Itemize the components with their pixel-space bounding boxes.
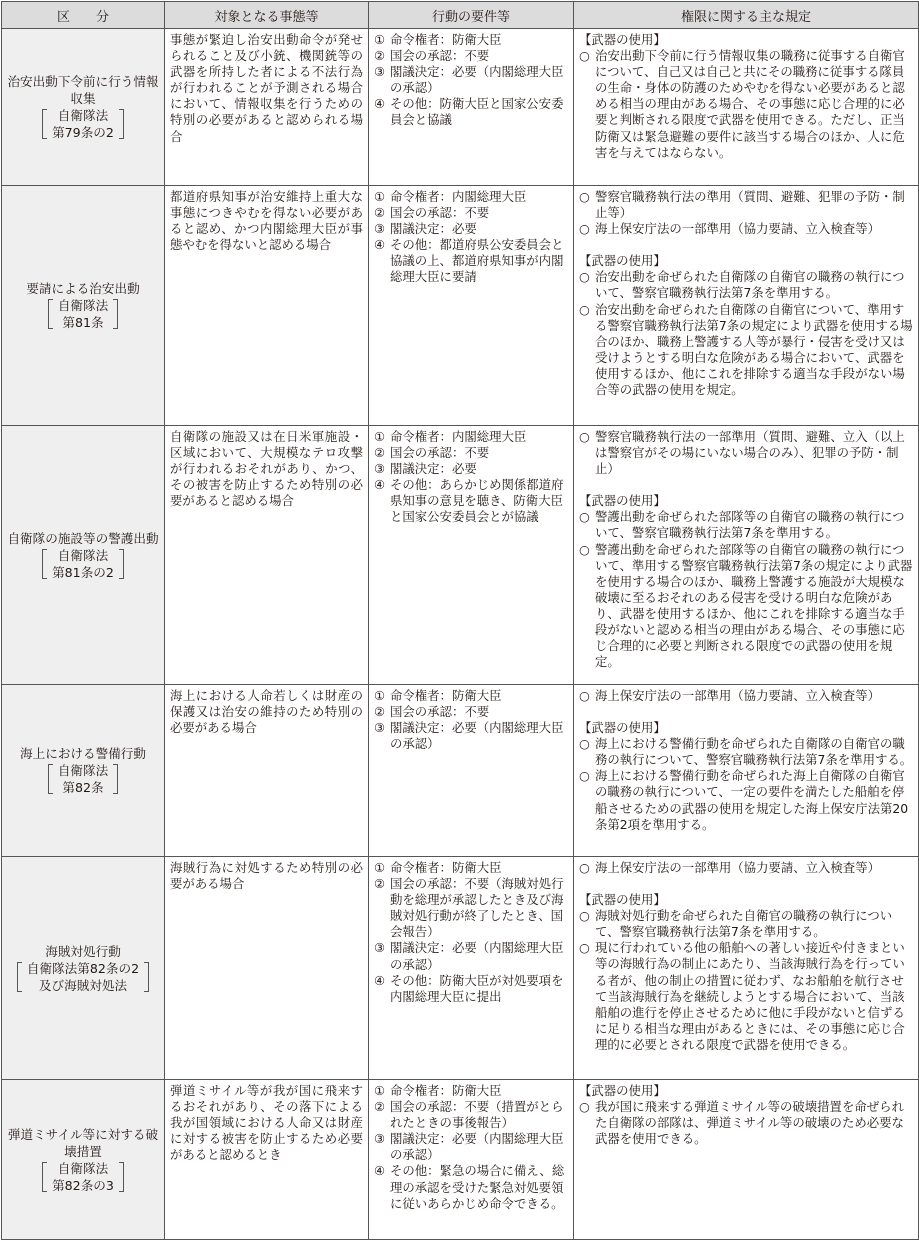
category-name: 海賊対処行動 xyxy=(45,943,121,959)
law-line: 第81条 xyxy=(62,315,104,330)
table-row xyxy=(2,857,919,1080)
requirement-text: 命令権者：防衛大臣 xyxy=(390,1083,502,1098)
requirement-item xyxy=(374,1163,568,1211)
requirement-text: 閣議決定：必要（内閣総理大臣の承認） xyxy=(390,940,564,972)
requirement-text: その他：防衛大臣と国家公安委員会と協議 xyxy=(390,96,564,128)
condition-cell: 弾道ミサイル等が我が国に飛来するおそれがあり、その落下による我が国領域における人命又は財産に対する被害を防止するため必要があると認めるとき xyxy=(165,1080,369,1240)
requirement-text: 国会の承認：不要 xyxy=(390,205,490,221)
weapon-use-heading: 【武器の使用】 xyxy=(579,1083,666,1098)
category-cell xyxy=(2,685,165,857)
authority-text: 海上保安庁法の一部準用（協力要請、立入検査等） xyxy=(595,688,880,703)
bullet-mark: ○ xyxy=(579,269,590,285)
bullet-mark: ○ xyxy=(579,429,590,444)
authority-text: 警察官職務執行法の一部準用（質問、避難、立入（以上は警察官がその場にいない場合のみ）、犯罪の予防・制止） xyxy=(595,429,905,477)
authority-cell xyxy=(574,1080,919,1240)
authority-item xyxy=(579,269,913,301)
law-line: 及び海賊対処法 xyxy=(38,977,128,993)
requirement-text: 国会の承認：不要 xyxy=(390,445,490,461)
requirement-text: 閣議決定：必要 xyxy=(390,461,477,477)
law-line: 自衛隊法 xyxy=(57,763,109,778)
requirements-cell xyxy=(369,685,574,857)
authority-item xyxy=(579,940,913,1053)
requirement-item xyxy=(374,461,568,477)
law-line: 第82条 xyxy=(62,780,104,795)
authority-text: 警察官職務執行法の準用（質問、避難、犯罪の予防・制止等） xyxy=(595,189,905,221)
law-line: 自衛隊法 xyxy=(57,1160,109,1176)
header-target-situation: 対象となる事態等 xyxy=(165,2,369,29)
bullet-mark: ○ xyxy=(579,301,590,317)
category-cell xyxy=(2,1080,165,1240)
bullet-mark: ○ xyxy=(579,860,590,875)
requirement-item xyxy=(374,64,568,96)
requirement-number: ② xyxy=(374,704,386,720)
category-name: 弾道ミサイル等に対する破壊措置 xyxy=(7,1126,159,1159)
requirement-item xyxy=(374,221,568,237)
requirement-number: ③ xyxy=(374,940,386,956)
requirement-text: 閣議決定：必要（内閣総理大臣の承認） xyxy=(390,720,564,752)
requirement-number: ① xyxy=(374,32,386,47)
category-name: 海上における警備行動 xyxy=(20,746,146,761)
requirement-item xyxy=(374,237,568,285)
requirement-number: ② xyxy=(374,876,386,892)
authority-cell xyxy=(574,186,919,426)
requirement-number: ① xyxy=(374,429,386,444)
requirement-text: 命令権者：内閣総理大臣 xyxy=(390,429,527,444)
requirement-item xyxy=(374,973,568,1005)
weapon-use-heading: 【武器の使用】 xyxy=(579,32,666,47)
law-line: 自衛隊法 xyxy=(57,547,109,563)
requirement-number: ① xyxy=(374,860,386,875)
requirement-item xyxy=(374,445,568,461)
requirement-item xyxy=(374,32,568,48)
requirement-number: ③ xyxy=(374,461,386,477)
authority-item xyxy=(579,302,913,399)
bullet-mark: ○ xyxy=(579,688,590,703)
requirements-cell xyxy=(369,29,574,186)
requirement-text: その他：あらかじめ関係都道府県知事の意見を聴き、防衛大臣と国家公安委員会とが協議 xyxy=(390,477,564,525)
weapon-use-heading: 【武器の使用】 xyxy=(579,720,666,736)
law-line: 第81条の2 xyxy=(52,564,114,580)
condition-cell: 自衛隊の施設又は在日米軍施設・区域において、大規模なテロ攻撃が行われるおそれがあり、かつ、その被害を防止するため特別の必要があると認める場合 xyxy=(165,426,369,685)
requirement-number: ② xyxy=(374,445,386,461)
requirement-item xyxy=(374,1099,568,1131)
header-action-requirements: 行動の要件等 xyxy=(369,2,574,29)
bullet-mark: ○ xyxy=(579,940,590,956)
authority-text: 海上における警備行動を命ぜられた海上自衛隊の自衛官の職務の執行について、一定の要件を満たした船舶を停船させるための武器の使用を規定した海上保安庁法第20条第2項を準用する。 xyxy=(595,768,909,832)
authority-item xyxy=(579,860,913,876)
authority-text: 我が国に飛来する弾道ミサイル等の破壊措置を命ぜられた自衛隊の部隊は、弾道ミサイル等の破壊のため必要な武器を使用できる。 xyxy=(595,1099,904,1147)
authority-item xyxy=(579,509,913,541)
authority-item xyxy=(579,221,913,237)
requirement-number: ④ xyxy=(374,1163,386,1179)
requirement-item xyxy=(374,720,568,752)
law-reference xyxy=(42,107,124,141)
authority-text: 治安出動下令前に行う情報収集の職務に従事する自衛官について、自己又は自己と共にその職務に従事する隊員の生命・身体の防護のためやむを得ない必要があると認める相当の理由がある場合、その事態に応じ合理的に必要と判断される限度で武器を使用できる。ただし、正当防衛又は緊急避難の要件に該当する場合のほか、人に危害を与えてはならない。 xyxy=(595,48,905,160)
requirement-text: 閣議決定：必要（内閣総理大臣の承認） xyxy=(390,64,564,96)
bullet-mark: ○ xyxy=(579,1099,590,1115)
requirement-number: ③ xyxy=(374,64,386,80)
category-cell xyxy=(2,426,165,685)
category-cell xyxy=(2,29,165,186)
category-name: 治安出動下令前に行う情報収集 xyxy=(7,74,159,106)
authority-item xyxy=(579,542,913,671)
requirement-number: ① xyxy=(374,1083,386,1098)
requirement-text: 命令権者：防衛大臣 xyxy=(390,32,502,47)
table-row xyxy=(2,426,919,685)
requirement-item xyxy=(374,205,568,221)
requirement-item xyxy=(374,48,568,64)
authority-item xyxy=(579,189,913,221)
authority-item xyxy=(579,768,913,832)
requirement-text: 国会の承認：不要（措置がとられたときの事後報告） xyxy=(390,1099,564,1131)
requirement-item xyxy=(374,688,568,704)
authority-item xyxy=(579,908,913,940)
requirement-number: ② xyxy=(374,48,386,64)
law-reference xyxy=(48,762,118,796)
requirement-text: その他：防衛大臣が対処要項を内閣総理大臣に提出 xyxy=(390,972,564,1004)
authority-text: 治安出動を命ぜられた自衛隊の自衛官について、準用する警察官職務執行法第7条の規定により武器を使用する場合のほか、職務上警護する人等が暴行・侵害を受け又は受けようとする明白な危険がある場合において、武器を使用するほか、他にこれを排除する適当な手段がない場合等の武器の使用を規定。 xyxy=(595,301,913,398)
weapon-use-heading: 【武器の使用】 xyxy=(579,493,666,509)
authority-item xyxy=(579,736,913,768)
law-reference xyxy=(48,297,118,331)
category-name: 自衛隊の施設等の警護出動 xyxy=(7,530,159,546)
authority-text: 海賊対処行動を命ぜられた自衛官の職務の執行について、警察官職務執行法第7条を準用する。 xyxy=(595,908,893,940)
authority-text: 海上保安庁法の一部準用（協力要請、立入検査等） xyxy=(595,221,880,237)
condition-cell: 海賊行為に対処するため特別の必要がある場合 xyxy=(165,857,369,1080)
header-row xyxy=(2,2,919,29)
authority-item xyxy=(579,688,913,704)
requirement-number: ① xyxy=(374,688,386,703)
requirement-text: 国会の承認：不要（海賊対処行動を総理が承認したとき及び海賊対処行動が終了したとき、国会報告） xyxy=(390,876,564,940)
authority-cell xyxy=(574,685,919,857)
requirement-text: 閣議決定：必要 xyxy=(390,221,477,237)
requirement-text: 命令権者：防衛大臣 xyxy=(390,860,502,875)
category-cell xyxy=(2,186,165,426)
requirement-text: 国会の承認：不要 xyxy=(390,704,490,720)
law-line: 第79条の2 xyxy=(52,125,114,140)
authority-text: 海上保安庁法の一部準用（協力要請、立入検査等） xyxy=(595,860,880,875)
bullet-mark: ○ xyxy=(579,908,590,924)
requirement-text: 命令権者：内閣総理大臣 xyxy=(390,189,527,204)
weapon-use-heading: 【武器の使用】 xyxy=(579,253,666,269)
requirement-item xyxy=(374,189,568,205)
authority-text: 警護出動を命ぜられた部隊等の自衛官の職務の執行について、警察官職務執行法第7条を準用する。 xyxy=(595,509,905,541)
table-row xyxy=(2,685,919,857)
header-authority-provisions: 権限に関する主な規定 xyxy=(574,2,919,29)
authority-text: 治安出動を命ぜられた自衛隊の自衛官の職務の執行について、警察官職務執行法第7条を準用する。 xyxy=(595,269,905,301)
requirement-item xyxy=(374,429,568,445)
authority-item xyxy=(579,429,913,477)
requirement-number: ④ xyxy=(374,972,386,988)
authority-item xyxy=(579,48,913,161)
requirement-item xyxy=(374,96,568,128)
law-reference xyxy=(42,547,124,581)
weapon-use-heading: 【武器の使用】 xyxy=(579,892,666,908)
requirement-item xyxy=(374,940,568,972)
requirements-cell xyxy=(369,186,574,426)
requirement-text: その他：都道府県公安委員会と協議の上、都道府県知事が内閣総理大臣に要請 xyxy=(390,237,564,285)
header-category: 区 分 xyxy=(2,2,165,29)
authority-text: 警護出動を命ぜられた部隊等の自衛官の職務の執行について、準用する警察官職務執行法第7条の規定により武器を使用する場合のほか、職務上警護する施設が大規模な破壊に至るおそれのある侵害を受ける明白な危険があり、武器を使用するほか、他にこれを排除する適当な手段がないと認める相当の理由がある場合、その事態に応じ合理的に必要と判断される限度での武器の使用を規定。 xyxy=(595,541,913,670)
requirement-number: ③ xyxy=(374,221,386,237)
requirement-item xyxy=(374,477,568,525)
requirement-number: ④ xyxy=(374,237,386,253)
requirements-cell xyxy=(369,426,574,685)
authority-cell xyxy=(574,426,919,685)
requirement-number: ① xyxy=(374,189,386,204)
law-line: 自衛隊法第82条の2 xyxy=(26,960,140,976)
requirement-number: ④ xyxy=(374,96,386,112)
authority-text: 海上における警備行動を命ぜられた自衛隊の自衛官の職務の執行について、警察官職務執行法第7条を準用する。 xyxy=(595,736,913,768)
requirement-number: ③ xyxy=(374,720,386,736)
requirement-text: 閣議決定：必要（内閣総理大臣の承認） xyxy=(390,1131,564,1163)
category-cell xyxy=(2,857,165,1080)
requirements-cell xyxy=(369,857,574,1080)
bullet-mark: ○ xyxy=(579,221,590,237)
authority-item xyxy=(579,1099,913,1147)
authority-cell xyxy=(574,29,919,186)
requirement-number: ② xyxy=(374,1099,386,1115)
requirement-item xyxy=(374,876,568,940)
bullet-mark: ○ xyxy=(579,768,590,784)
requirement-text: 国会の承認：不要 xyxy=(390,48,490,64)
requirement-text: その他：緊急の場合に備え、総理の承認を受けた緊急対処要領に従いあらかじめ命令できる。 xyxy=(390,1163,565,1211)
category-name: 要請による治安出動 xyxy=(26,281,140,296)
law-reference xyxy=(42,1160,124,1194)
authority-text: 現に行われている他の船舶への著しい接近や付きまとい等の海賊行為の制止にあたり、当該海賊行為を行っている者が、他の制止の措置に従わず、なお船舶を航行させて当該海賊行為を継続しようとする場合において、当該船舶の進行を停止させるために他に手段がないと信ずるに足りる相当な理由があるときには、その事態に応じ合理的に必要とされる限度で武器を使用できる。 xyxy=(595,940,905,1052)
bullet-mark: ○ xyxy=(579,189,590,204)
law-reference xyxy=(17,960,149,994)
requirement-number: ③ xyxy=(374,1131,386,1147)
requirement-item xyxy=(374,860,568,876)
condition-cell: 都道府県知事が治安維持上重大な事態につきやむを得ない必要があると認め、かつ内閣総理大臣が事態やむを得ないと認める場合 xyxy=(165,186,369,426)
bullet-mark: ○ xyxy=(579,509,590,525)
operations-table xyxy=(1,1,919,1240)
condition-cell: 海上における人命若しくは財産の保護又は治安の維持のため特別の必要がある場合 xyxy=(165,685,369,857)
table-row xyxy=(2,29,919,186)
requirement-item xyxy=(374,704,568,720)
bullet-mark: ○ xyxy=(579,541,590,557)
law-line: 第82条の3 xyxy=(52,1177,114,1193)
requirement-number: ② xyxy=(374,205,386,221)
law-line: 自衛隊法 xyxy=(57,298,109,313)
bullet-mark: ○ xyxy=(579,736,590,752)
law-line: 自衛隊法 xyxy=(57,108,109,123)
condition-cell: 事態が緊迫し治安出動命令が発せられること及び小銃、機関銃等の武器を所持した者による不法行為が行われることが予測される場合において、情報収集を行うための特別の必要があると認められる場合 xyxy=(165,29,369,186)
bullet-mark: ○ xyxy=(579,48,590,64)
table-row xyxy=(2,1080,919,1240)
authority-cell xyxy=(574,857,919,1080)
requirement-number: ④ xyxy=(374,477,386,493)
requirement-text: 命令権者：防衛大臣 xyxy=(390,688,502,703)
requirements-cell xyxy=(369,1080,574,1240)
table-row xyxy=(2,186,919,426)
requirement-item xyxy=(374,1131,568,1163)
requirement-item xyxy=(374,1083,568,1099)
